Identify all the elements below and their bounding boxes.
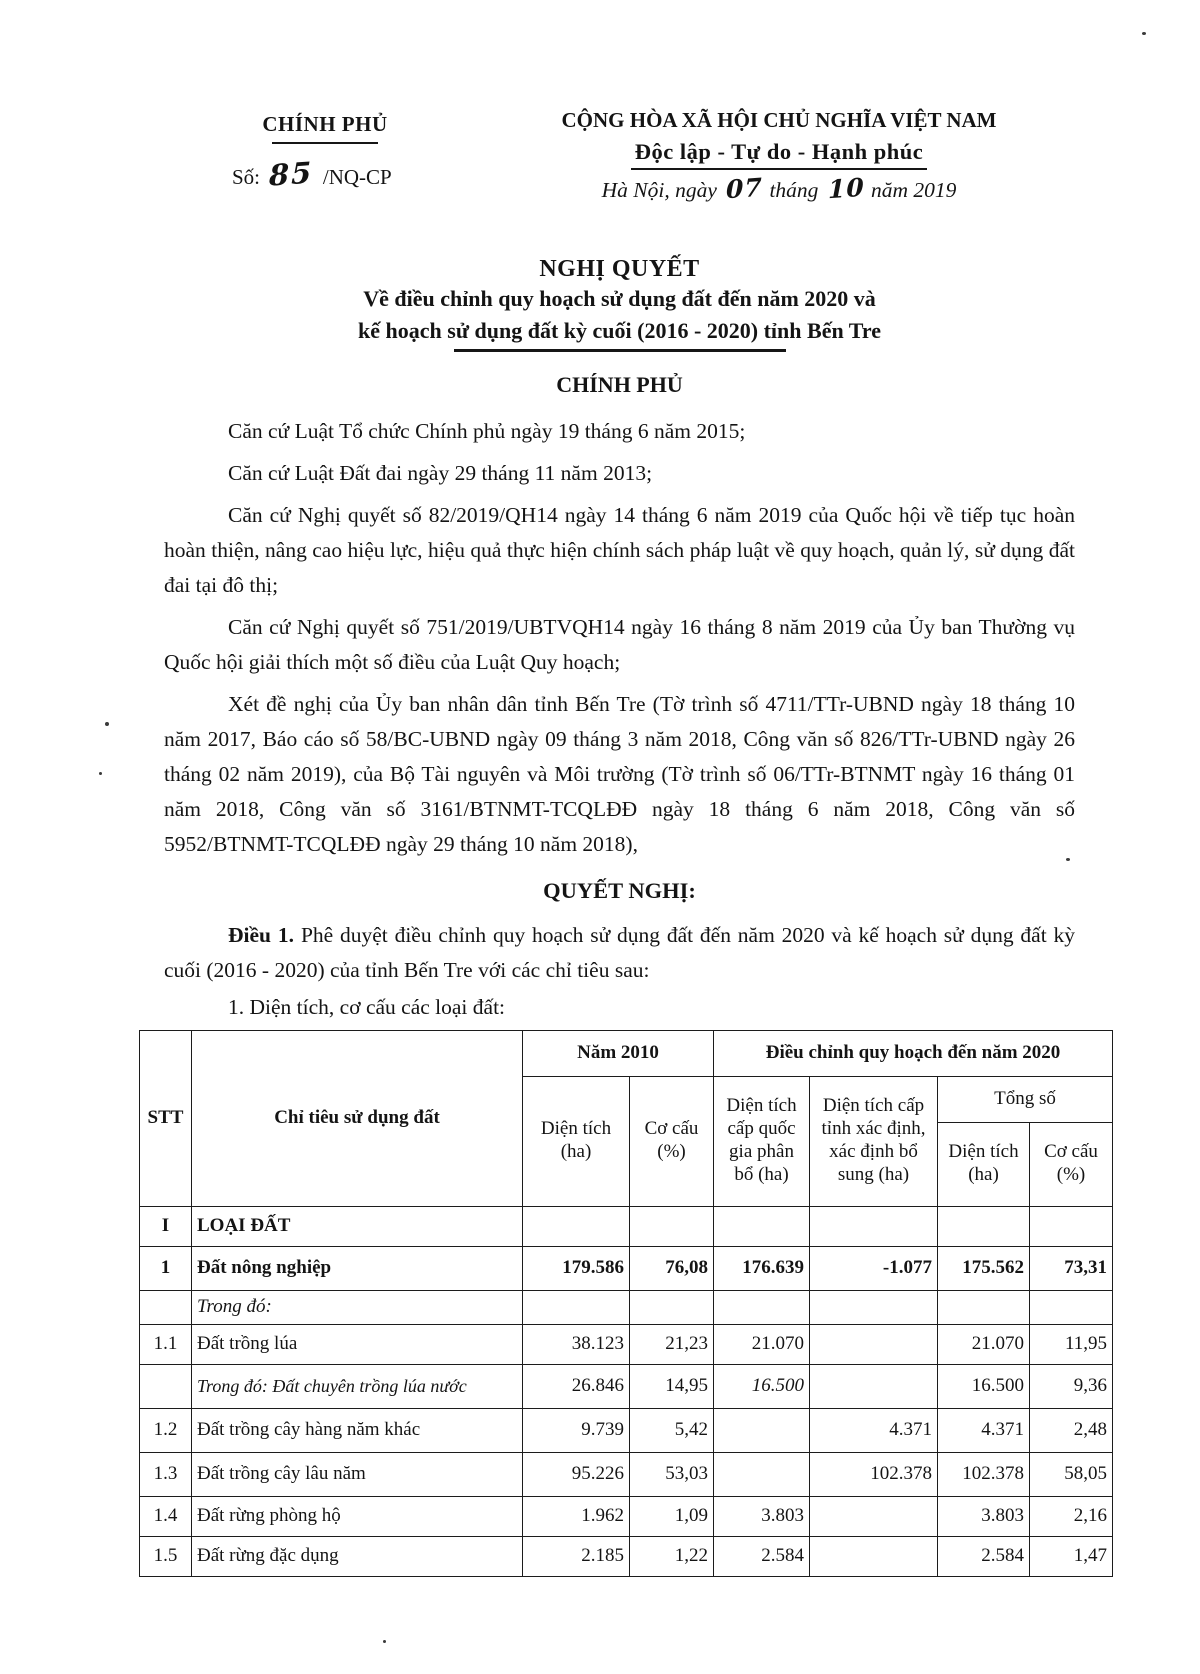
cell-value: 2,16	[1030, 1496, 1113, 1536]
header-criteria: Chỉ tiêu sử dụng đất	[192, 1030, 523, 1206]
header-year-2010: Năm 2010	[523, 1030, 714, 1076]
cell-value: -1.077	[810, 1246, 938, 1290]
header-total-structure-pct: Cơ cấu (%)	[1030, 1122, 1113, 1206]
table-row	[140, 1496, 1113, 1536]
cell-label: Đất rừng phòng hộ	[192, 1496, 523, 1536]
cell-label: Trong đó: Đất chuyên trồng lúa nước	[192, 1364, 523, 1408]
cell-label: Đất nông nghiệp	[192, 1246, 523, 1290]
cell-value	[714, 1408, 810, 1452]
article-1-text: Phê duyệt điều chỉnh quy hoạch sử dụng đất đến năm 2020 và kế hoạch sử dụng đất kỳ cuối (2016 - 2020) của tỉnh Bến Tre với các chỉ tiêu sau:	[164, 922, 1075, 982]
cell-stt: 1.3	[140, 1452, 192, 1496]
scan-artifact-dot	[383, 1640, 386, 1643]
cell-value	[938, 1290, 1030, 1324]
cell-stt: 1.4	[140, 1496, 192, 1536]
cell-value	[810, 1536, 938, 1576]
cell-value: 179.586	[523, 1246, 630, 1290]
table-row	[140, 1290, 1113, 1324]
scan-artifact-dot	[99, 772, 102, 775]
letterhead-right	[472, 108, 1086, 203]
cell-value: 3.803	[714, 1496, 810, 1536]
cell-stt	[140, 1290, 192, 1324]
cell-stt: I	[140, 1206, 192, 1246]
dateline-month-label: tháng	[769, 178, 819, 202]
header-province-determined: Diện tích cấp tỉnh xác định, xác định bổ sung (ha)	[810, 1076, 938, 1206]
cell-value	[714, 1452, 810, 1496]
cell-value	[523, 1206, 630, 1246]
dateline	[472, 172, 1086, 205]
header-area-ha-2010: Diện tích (ha)	[523, 1076, 630, 1206]
scan-artifact-dot	[105, 722, 109, 726]
cell-value	[810, 1364, 938, 1408]
org-name: CHÍNH PHỦ	[262, 112, 388, 136]
article-1-paragraph	[164, 918, 1075, 988]
table-row	[140, 1408, 1113, 1452]
cell-value	[810, 1206, 938, 1246]
cell-value: 102.378	[938, 1452, 1030, 1496]
cell-value: 58,05	[1030, 1452, 1113, 1496]
national-title: CỘNG HÒA XÃ HỘI CHỦ NGHĨA VIỆT NAM	[561, 108, 997, 132]
cell-value: 14,95	[630, 1364, 714, 1408]
doc-number-suffix: /NQ-CP	[322, 165, 392, 189]
header-total-area-ha: Diện tích (ha)	[938, 1122, 1030, 1206]
cell-value: 4.371	[810, 1408, 938, 1452]
authority-heading: CHÍNH PHỦ	[556, 371, 683, 397]
preamble-paragraph: Căn cứ Luật Tổ chức Chính phủ ngày 19 tháng 6 năm 2015;	[228, 418, 746, 443]
cell-value: 4.371	[938, 1408, 1030, 1452]
cell-label: Đất rừng đặc dụng	[192, 1536, 523, 1576]
cell-value: 11,95	[1030, 1324, 1113, 1364]
cell-value: 26.846	[523, 1364, 630, 1408]
cell-value: 2.584	[938, 1536, 1030, 1576]
subject-line-1: Về điều chỉnh quy hoạch sử dụng đất đến năm 2020 và	[363, 286, 876, 311]
cell-label: Đất trồng cây hàng năm khác	[192, 1408, 523, 1452]
cell-label: Đất trồng cây lâu năm	[192, 1452, 523, 1496]
cell-value	[938, 1206, 1030, 1246]
subject-line-2: kế hoạch sử dụng đất kỳ cuối (2016 - 2020) tỉnh Bến Tre	[358, 318, 881, 343]
preamble-paragraph: Xét đề nghị của Ủy ban nhân dân tỉnh Bến Tre (Tờ trình số 4711/TTr-UBND ngày 18 tháng 10 năm 2017, Báo cáo số 58/BC-UBND ngày 09 tháng 3 năm 2018, Công văn số 826/TTr-UBND ngày 26 tháng 02 năm 2019), của Bộ Tài nguyên và Môi trường (Tờ trình số 06/TTr-BTNMT ngày 16 tháng 01 năm 2018, Công văn số 3161/BTNMT-TCQLĐĐ ngày 18 tháng 6 năm 2018, Công văn số 5952/BTNMT-TCQLĐĐ ngày 29 tháng 10 năm 2018),	[164, 691, 1075, 856]
scan-artifact-dot	[1142, 32, 1146, 35]
article-1-label: Điều 1.	[228, 922, 294, 947]
cell-value	[810, 1324, 938, 1364]
section-1-heading: 1. Diện tích, cơ cấu các loại đất:	[228, 994, 506, 1019]
cell-value	[810, 1290, 938, 1324]
doc-number-handwritten: 85	[269, 155, 314, 193]
cell-value: 16.500	[714, 1364, 810, 1408]
cell-value	[714, 1290, 810, 1324]
cell-value: 175.562	[938, 1246, 1030, 1290]
cell-value: 1,47	[1030, 1536, 1113, 1576]
cell-stt: 1.2	[140, 1408, 192, 1452]
dateline-month-handwritten: 10	[827, 172, 865, 205]
header-total: Tổng số	[938, 1076, 1113, 1122]
cell-value	[630, 1206, 714, 1246]
table-row	[140, 1246, 1113, 1290]
cell-value: 2.185	[523, 1536, 630, 1576]
table-header-row	[140, 1030, 1113, 1076]
table-row	[140, 1452, 1113, 1496]
cell-value	[1030, 1290, 1113, 1324]
dateline-day-handwritten: 07	[726, 172, 764, 205]
cell-stt: 1.1	[140, 1324, 192, 1364]
preamble-paragraph: Căn cứ Nghị quyết số 82/2019/QH14 ngày 14 tháng 6 năm 2019 của Quốc hội về tiếp tục hoàn hoàn thiện, nâng cao hiệu lực, hiệu quả thực hiện chính sách pháp luật về quy hoạch, quản lý, sử dụng đất đai tại đô thị;	[164, 502, 1075, 597]
cell-value: 3.803	[938, 1496, 1030, 1536]
cell-value: 2,48	[1030, 1408, 1113, 1452]
preamble	[164, 414, 1075, 862]
table-row	[140, 1206, 1113, 1246]
header-national-allocated: Diện tích cấp quốc gia phân bổ (ha)	[714, 1076, 810, 1206]
dateline-year: năm 2019	[870, 178, 957, 202]
org-underline	[272, 142, 378, 144]
cell-stt: 1	[140, 1246, 192, 1290]
cell-value: 1,09	[630, 1496, 714, 1536]
cell-value	[630, 1290, 714, 1324]
cell-value: 176.639	[714, 1246, 810, 1290]
scan-artifact-dot	[1066, 858, 1070, 861]
cell-value: 1.962	[523, 1496, 630, 1536]
dateline-prefix: Hà Nội, ngày	[601, 178, 717, 202]
header-stt: STT	[140, 1030, 192, 1206]
preamble-paragraph: Căn cứ Luật Đất đai ngày 29 tháng 11 năm 2013;	[228, 460, 653, 485]
cell-value: 9,36	[1030, 1364, 1113, 1408]
cell-value: 95.226	[523, 1452, 630, 1496]
cell-value: 9.739	[523, 1408, 630, 1452]
cell-value	[810, 1496, 938, 1536]
cell-value: 53,03	[630, 1452, 714, 1496]
cell-value: 102.378	[810, 1452, 938, 1496]
cell-value	[523, 1290, 630, 1324]
preamble-paragraph: Căn cứ Nghị quyết số 751/2019/UBTVQH14 ngày 16 tháng 8 năm 2019 của Ủy ban Thường vụ Quốc hội giải thích một số điều của Luật Quy hoạch;	[164, 614, 1075, 674]
cell-value: 21.070	[938, 1324, 1030, 1364]
cell-value: 21.070	[714, 1324, 810, 1364]
letterhead-left	[230, 112, 420, 193]
national-motto: Độc lập - Tự do - Hạnh phúc	[631, 137, 928, 170]
resolution-heading: QUYẾT NGHỊ:	[543, 877, 696, 903]
cell-value: 21,23	[630, 1324, 714, 1364]
cell-value	[714, 1206, 810, 1246]
table-row	[140, 1324, 1113, 1364]
cell-value: 16.500	[938, 1364, 1030, 1408]
header-structure-pct-2010: Cơ cấu (%)	[630, 1076, 714, 1206]
doc-type-heading: NGHỊ QUYẾT	[539, 256, 700, 282]
cell-label: LOẠI ĐẤT	[192, 1206, 523, 1246]
cell-stt: 1.5	[140, 1536, 192, 1576]
land-use-table	[139, 1030, 1113, 1577]
doc-number-label: Số:	[232, 165, 261, 189]
cell-value	[1030, 1206, 1113, 1246]
table-row	[140, 1364, 1113, 1408]
title-block	[164, 256, 1075, 398]
cell-value: 76,08	[630, 1246, 714, 1290]
cell-label: Trong đó:	[192, 1290, 523, 1324]
title-underline	[454, 349, 786, 352]
cell-value: 5,42	[630, 1408, 714, 1452]
doc-number	[230, 155, 420, 193]
cell-value: 2.584	[714, 1536, 810, 1576]
cell-label: Đất trồng lúa	[192, 1324, 523, 1364]
table-row	[140, 1536, 1113, 1576]
header-adjustment-2020: Điều chỉnh quy hoạch đến năm 2020	[714, 1030, 1113, 1076]
cell-value: 73,31	[1030, 1246, 1113, 1290]
cell-value: 38.123	[523, 1324, 630, 1364]
letterhead	[164, 0, 1075, 248]
cell-value: 1,22	[630, 1536, 714, 1576]
cell-stt	[140, 1364, 192, 1408]
